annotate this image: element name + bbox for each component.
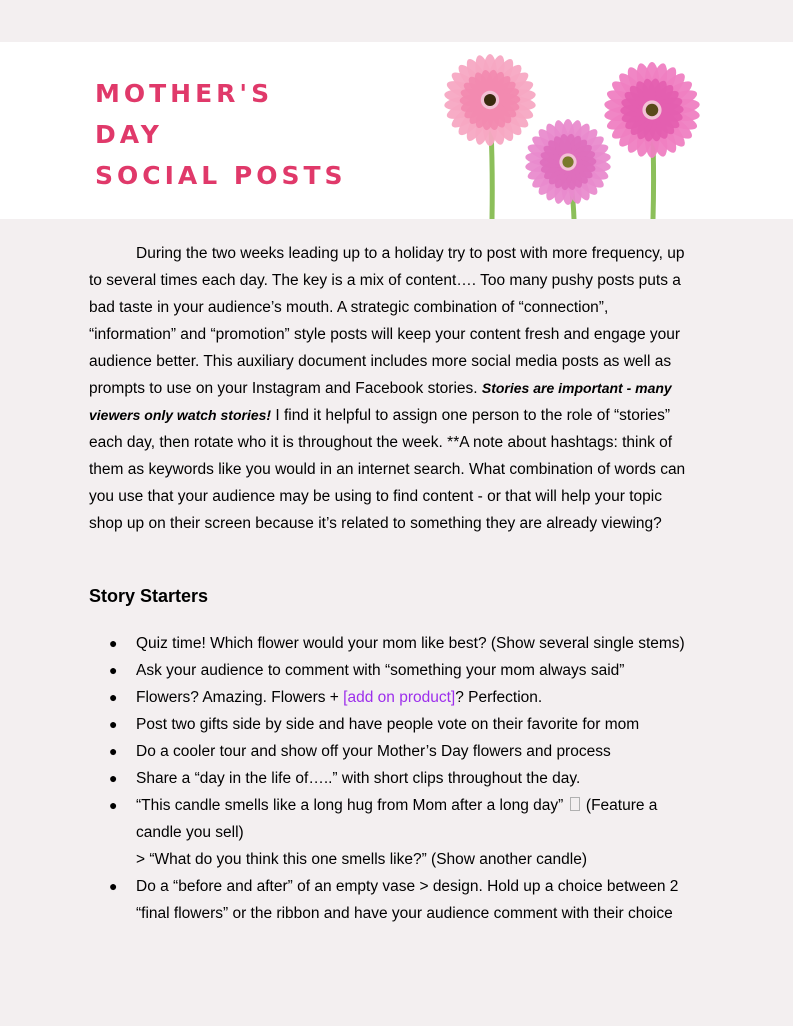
bullet-icon: ●: [109, 689, 118, 705]
list-item-text: Do a cooler tour and show off your Mother’s Day flowers and process: [136, 743, 611, 760]
intro-text-2: I find it helpful to assign one person to the role of “stories” each day, then rotate who it is throughout the week. **A note about hashtags: think of them as keywords like you would in an internet search. What combination of words can you use that your audience may be using to find content - or that will help your topic shop up on their screen because it’s related to something they are already viewing?: [89, 407, 686, 532]
list-item-text: Quiz time! Which flower would your mom like best? (Show several single stems): [136, 635, 685, 652]
list-item: [89, 684, 699, 711]
story-starters-heading: Story Starters: [89, 586, 209, 606]
title-line-3: SOCIAL POSTS: [95, 161, 347, 190]
list-item-followup: > “What do you think this one smells like?” (Show another candle): [136, 851, 588, 868]
bullet-icon: ●: [109, 770, 118, 786]
gerbera-daisies-image: [430, 42, 720, 219]
list-item-text-before: “This candle smells like a long hug from Mom after a long day”: [136, 797, 564, 814]
page-title: [95, 73, 347, 196]
daisy-left-head: [443, 54, 536, 147]
add-on-product-link[interactable]: [add on product]: [343, 689, 456, 706]
list-item: [89, 792, 699, 873]
list-item-text: Share a “day in the life of…..” with short clips throughout the day.: [136, 770, 581, 787]
list-item-text-after: (Feature a candle you sell): [136, 797, 658, 841]
list-item-text: Ask your audience to comment with “something your mom always said”: [136, 662, 625, 679]
missing-emoji-glyph-icon: [570, 797, 580, 811]
list-item: [89, 873, 699, 927]
daisy-middle-head: [524, 119, 611, 206]
intro-paragraph: [89, 240, 699, 537]
intro-text-1: During the two weeks leading up to a holiday try to post with more frequency, up to several times each day. The key is a mix of content…. Too many pushy posts puts a bad taste in your audience’s mouth. A strategic combination of “connection”, “information” and “promotion” style posts will keep your content fresh and engage your audience better. This auxiliary document includes more social media posts as well as prompts to use on your Instagram and Facebook stories.: [89, 245, 685, 397]
list-item-text-before: Flowers? Amazing. Flowers +: [136, 689, 344, 706]
bullet-icon: ●: [109, 716, 118, 732]
list-item-text: Do a “before and after” of an empty vase > design. Hold up a choice between 2 “final flowers” or the ribbon and have your audience comment with their choice: [136, 878, 679, 922]
list-item: [89, 657, 699, 684]
list-item: [89, 711, 699, 738]
list-item: [89, 765, 699, 792]
daisy-right-head: [603, 62, 700, 159]
title-line-2: DAY: [95, 120, 163, 149]
bullet-icon: ●: [109, 878, 118, 894]
story-starters-list: [89, 630, 699, 927]
intro-emphasis: Stories are important - many viewers only watch stories!: [89, 380, 672, 423]
bullet-icon: ●: [109, 797, 118, 813]
list-item-text: Post two gifts side by side and have people vote on their favorite for mom: [136, 716, 640, 733]
list-item-text-after: ? Perfection.: [455, 689, 543, 706]
title-line-1: MOTHER'S: [95, 79, 274, 108]
bullet-icon: ●: [109, 743, 118, 759]
bullet-icon: ●: [109, 662, 118, 678]
list-item: [89, 738, 699, 765]
bullet-icon: ●: [109, 635, 118, 651]
list-item: [89, 630, 699, 657]
